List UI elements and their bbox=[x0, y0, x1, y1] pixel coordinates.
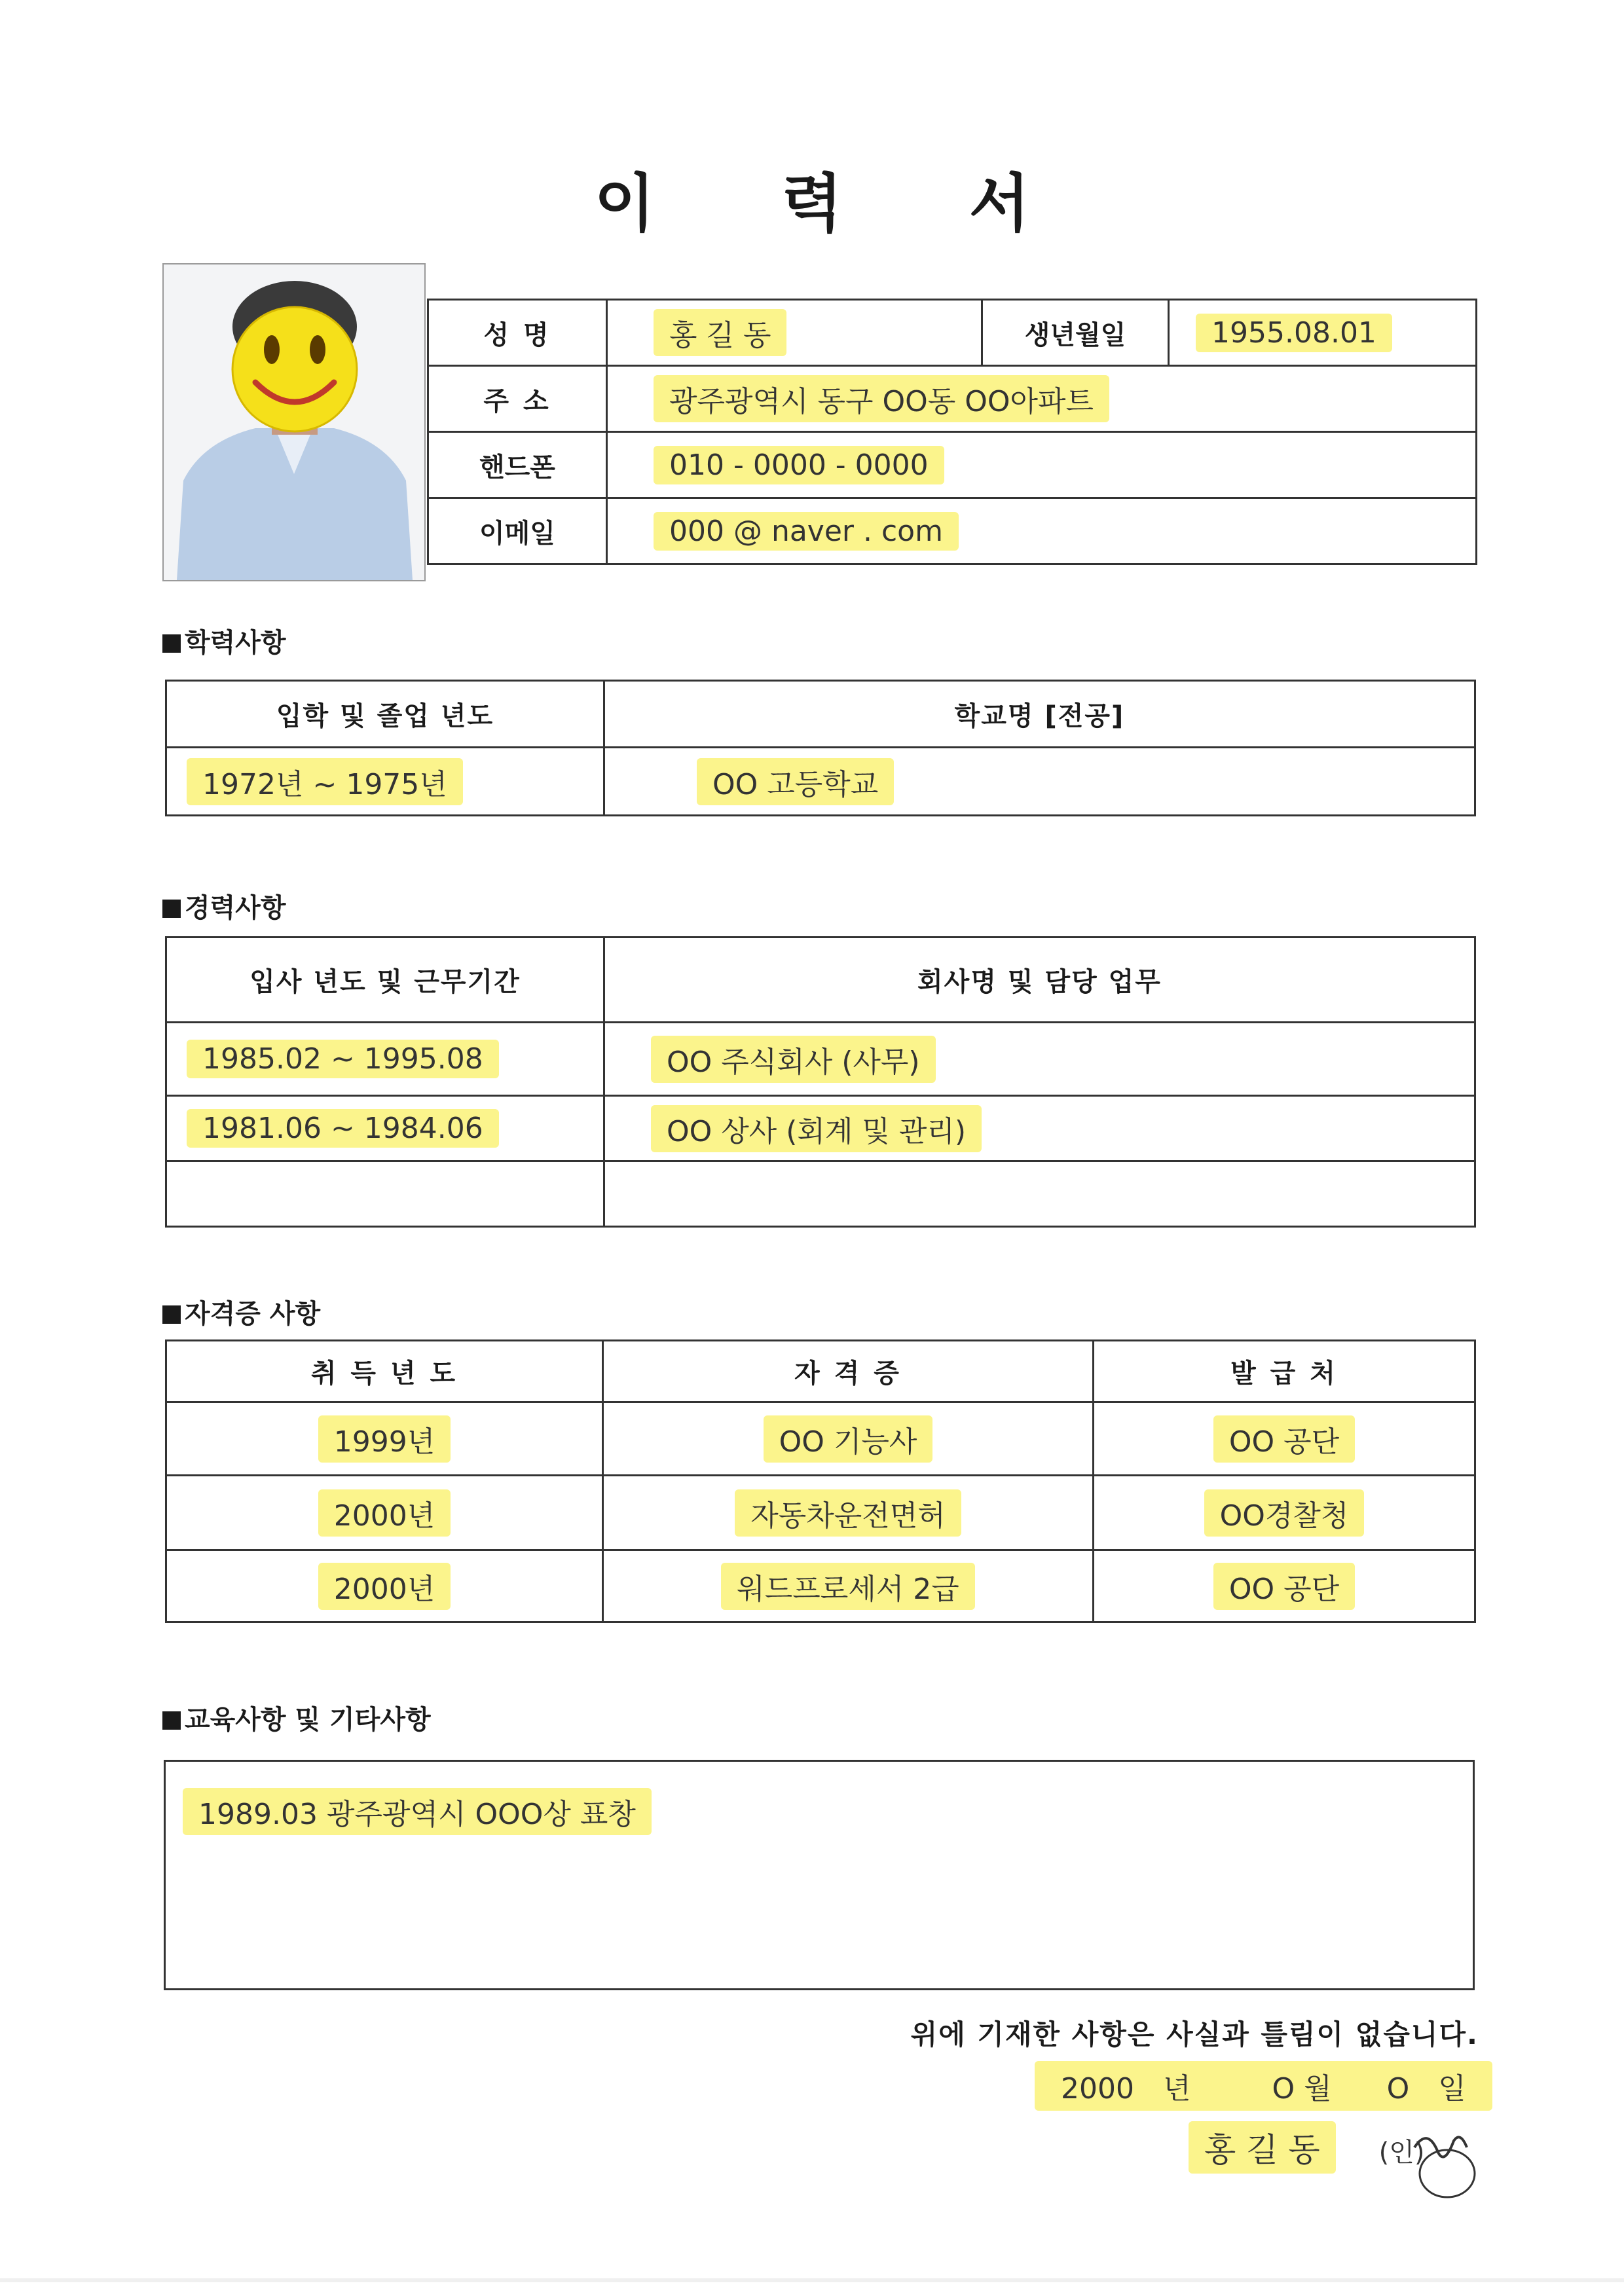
career-period: 1985.02 ~ 1995.08 bbox=[166, 1023, 604, 1096]
title-char-2: 력 bbox=[781, 167, 843, 240]
career-period: 1981.06 ~ 1984.06 bbox=[166, 1096, 604, 1161]
date-day: O bbox=[1386, 2072, 1410, 2105]
document-title bbox=[0, 154, 1624, 244]
cert-col-name: 자 격 증 bbox=[603, 1341, 1094, 1402]
title-char-3: 서 bbox=[969, 167, 1030, 240]
date-year-unit: 년 bbox=[1162, 2072, 1191, 2105]
certificates-table bbox=[165, 1339, 1476, 1623]
career-company bbox=[604, 1161, 1475, 1227]
table-row bbox=[166, 1023, 1475, 1096]
address-label: 주 소 bbox=[428, 366, 607, 432]
person-photo-icon bbox=[164, 264, 424, 580]
declaration-text: 위에 기재한 사항은 사실과 틀림이 없습니다. bbox=[910, 2018, 1479, 2050]
id-photo bbox=[162, 263, 426, 581]
address-value: 광주광역시 동구 OO동 OO아파트 bbox=[607, 366, 1477, 432]
table-row bbox=[166, 1550, 1475, 1622]
table-row bbox=[166, 748, 1475, 816]
date-year: 2000 bbox=[1061, 2072, 1134, 2105]
cert-name: OO 기능사 bbox=[603, 1402, 1094, 1476]
education-school: OO 고등학교 bbox=[604, 748, 1475, 816]
seal-label: (인) bbox=[1378, 2138, 1425, 2168]
career-company: OO 상사 (회계 및 관리) bbox=[604, 1096, 1475, 1161]
career-section-title: 경력사항 bbox=[162, 887, 286, 924]
career-col-period: 입사 년도 및 근무기간 bbox=[166, 938, 604, 1023]
other-section-title: 교육사항 및 기타사항 bbox=[162, 1699, 431, 1736]
birth-label: 생년월일 bbox=[982, 300, 1169, 366]
other-text: 1989.03 광주광역시 OOO상 표창 bbox=[183, 1788, 652, 1835]
table-row bbox=[166, 1096, 1475, 1161]
signature-stamp bbox=[1401, 2121, 1480, 2200]
certificates-section-title: 자격증 사항 bbox=[162, 1293, 320, 1330]
table-row bbox=[166, 1161, 1475, 1227]
education-table bbox=[165, 680, 1476, 816]
date-month: O bbox=[1272, 2072, 1295, 2105]
signature-name: 홍 길 동 (인) bbox=[1189, 2121, 1424, 2174]
email-value: 000 @ naver . com bbox=[607, 498, 1477, 564]
cert-issuer: OO 공단 bbox=[1094, 1550, 1475, 1622]
title-char-1: 이 bbox=[594, 167, 655, 240]
date-day-unit: 일 bbox=[1438, 2072, 1466, 2105]
square-bullet-icon bbox=[162, 1711, 181, 1730]
square-bullet-icon bbox=[162, 634, 181, 653]
cert-issuer: OO경찰청 bbox=[1094, 1476, 1475, 1550]
table-row bbox=[166, 1402, 1475, 1476]
career-company: OO 주식회사 (사무) bbox=[604, 1023, 1475, 1096]
education-section-title: 학력사항 bbox=[162, 622, 286, 659]
other-content-box bbox=[164, 1760, 1475, 1990]
cert-col-issuer: 발 급 처 bbox=[1094, 1341, 1475, 1402]
education-period: 1972년 ~ 1975년 bbox=[166, 748, 604, 816]
personal-info-table bbox=[427, 299, 1477, 565]
signing-date bbox=[1035, 2061, 1492, 2111]
cert-year: 1999년 bbox=[166, 1402, 603, 1476]
phone-label: 핸드폰 bbox=[428, 432, 607, 498]
birth-value: 1955.08.01 bbox=[1169, 300, 1477, 366]
square-bullet-icon bbox=[162, 1305, 181, 1324]
career-table bbox=[165, 936, 1476, 1228]
date-month-unit: 월 bbox=[1304, 2072, 1332, 2105]
table-row bbox=[166, 1476, 1475, 1550]
handwritten-signature-icon bbox=[1401, 2121, 1480, 2200]
square-bullet-icon bbox=[162, 900, 181, 918]
phone-value: 010 - 0000 - 0000 bbox=[607, 432, 1477, 498]
email-label: 이메일 bbox=[428, 498, 607, 564]
name-label: 성 명 bbox=[428, 300, 607, 366]
cert-name: 워드프로세서 2급 bbox=[603, 1550, 1094, 1622]
cert-col-year: 취 득 년 도 bbox=[166, 1341, 603, 1402]
career-col-company: 회사명 및 담당 업무 bbox=[604, 938, 1475, 1023]
cert-year: 2000년 bbox=[166, 1476, 603, 1550]
page-bottom-edge bbox=[0, 2278, 1624, 2282]
cert-year: 2000년 bbox=[166, 1550, 603, 1622]
name-value: 홍 길 동 bbox=[607, 300, 982, 366]
education-col-school: 학교명 [전공] bbox=[604, 681, 1475, 748]
cert-issuer: OO 공단 bbox=[1094, 1402, 1475, 1476]
career-period bbox=[166, 1161, 604, 1227]
cert-name: 자동차운전면허 bbox=[603, 1476, 1094, 1550]
education-col-period: 입학 및 졸업 년도 bbox=[166, 681, 604, 748]
